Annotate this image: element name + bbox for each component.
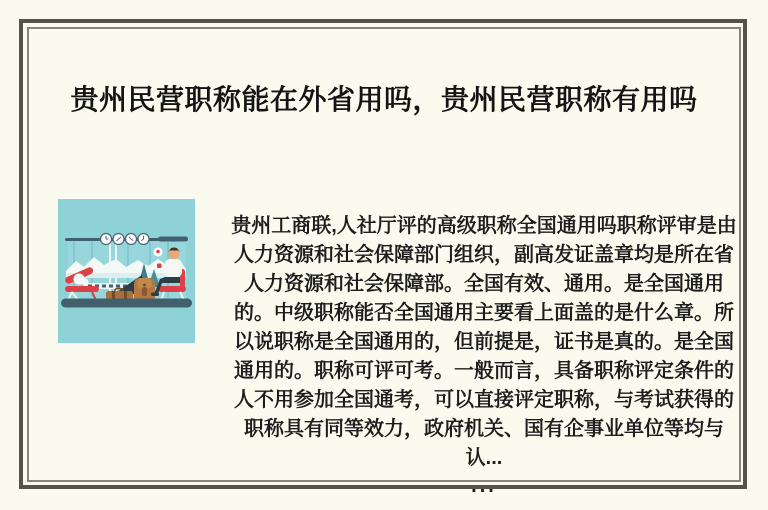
article-title: 贵州民营职称能在外省用吗，贵州民营职称有用吗: [70, 84, 698, 115]
article-body-text: 贵州工商联,人社厅评的高级职称全国通用吗职称评审是由人力资源和社会保障部门组织，副高发证盖章均是所在省人力资源和社会保障部。全国有效、通用。是全国通用的。中级职称能否全国通用主要看上面盖的是什么章。所以说职称是全国通用的，但前提是，证书是真的。是全国通用的。职称可评可考。一般而言，具备职称评定条件的人不用参加全国通考，可以直接评定职称，与考试获得的职称具有同等效力，政府机关、国有企事业单位等均与认...: [231, 215, 737, 469]
more-indicator: ...: [471, 475, 497, 497]
article-body: [228, 212, 740, 499]
airport-waiting-illustration: [58, 199, 195, 343]
airport-scene-graphic: [58, 199, 195, 343]
